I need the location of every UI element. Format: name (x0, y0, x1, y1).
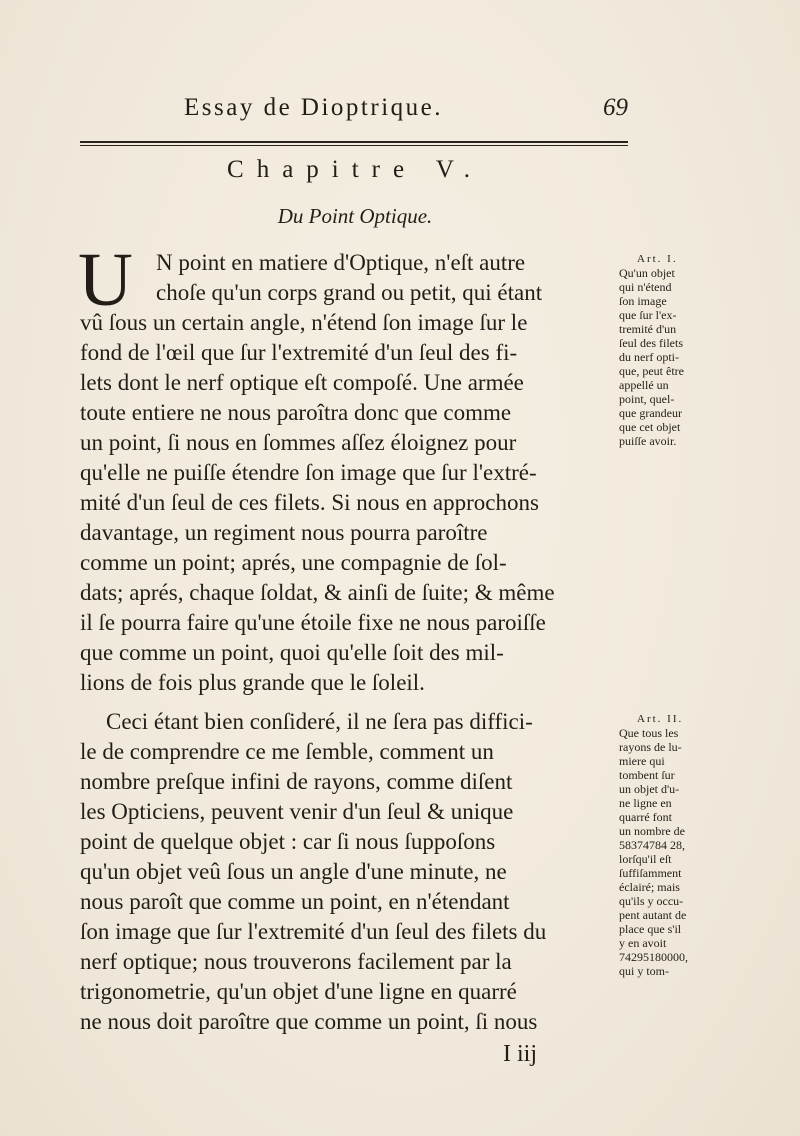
margin-note-line: 58374784 28, (619, 838, 685, 852)
margin-note-line: y en avoit (619, 936, 667, 950)
margin-note-line: rayons de lu- (619, 740, 682, 754)
margin-note-line: lorſqu'il eſt (619, 852, 672, 866)
body-line: qu'un objet veû ſous un angle d'une minute, ne (80, 859, 507, 884)
margin-note-line: appellé un (619, 378, 669, 392)
body-line: point de quelque objet : car ſi nous ſuppoſons (80, 829, 496, 854)
margin-note-line: 74295180000, (619, 950, 688, 964)
body-line: nombre preſque infini de rayons, comme diſent (80, 769, 513, 794)
margin-note-heading: Art. II. (637, 713, 684, 725)
margin-note-line: ſeul des filets (619, 336, 683, 350)
body-line: ſon image que ſur l'extremité d'un ſeul des filets du (80, 919, 547, 944)
body-line: N point en matiere d'Optique, n'eſt autre (156, 250, 526, 275)
margin-note-line: Que tous les (619, 726, 679, 740)
margin-note-heading: Art. I. (637, 253, 678, 265)
margin-note-line: miere qui (619, 754, 665, 768)
running-title: Essay de Dioptrique. (184, 94, 443, 121)
margin-note-line: du nerf opti- (619, 350, 679, 364)
margin-note-line: tombent ſur (619, 768, 675, 782)
body-line: lets dont le nerf optique eſt compoſé. Une armée (80, 370, 524, 395)
body-line: dats; aprés, chaque ſoldat, & ainſi de ſuite; & même (80, 580, 555, 605)
body-line: Ceci étant bien conſideré, il ne ſera pas diffici- (106, 709, 533, 734)
chapter-title: Chapitre V. (227, 156, 483, 183)
margin-note-line: éclairé; mais (619, 880, 680, 894)
body-line: nerf optique; nous trouverons facilement par la (80, 949, 512, 974)
margin-note-line: puiſſe avoir. (619, 434, 677, 448)
body-line: ne nous doit paroître que comme un point, ſi nous (80, 1009, 538, 1034)
chapter-subtitle: Du Point Optique. (277, 204, 433, 228)
body-line: un point, ſi nous en ſommes aſſez éloignez pour (80, 430, 517, 455)
header-rule (80, 141, 628, 146)
margin-note-line: qu'ils y occu- (619, 894, 684, 908)
margin-note-line: que, peut être (619, 364, 684, 378)
body-line: il ſe pourra faire qu'une étoile fixe ne nous paroiſſe (80, 610, 546, 635)
body-line: choſe qu'un corps grand ou petit, qui étant (156, 280, 543, 305)
body-line: trigonometrie, qu'un objet d'une ligne en quarré (80, 979, 517, 1004)
margin-note-line: point, quel- (619, 392, 675, 406)
margin-note-line: que cet objet (619, 420, 681, 434)
body-line: toute entiere ne nous paroîtra donc que comme (80, 400, 512, 425)
body-line: qu'elle ne puiſſe étendre ſon image que ſur l'extré- (80, 460, 537, 485)
margin-note-line: qui n'étend (619, 280, 672, 294)
margin-note-line: que grandeur (619, 406, 682, 420)
body-line: vû ſous un certain angle, n'étend ſon image ſur le (80, 310, 528, 335)
margin-note-line: ne ligne en (619, 796, 672, 810)
body-line: fond de l'œil que ſur l'extremité d'un ſeul des fi- (80, 340, 518, 365)
page-number: 69 (603, 94, 628, 121)
margin-note-line: place que s'il (619, 922, 682, 936)
body-line: nous paroît que comme un point, en n'étendant (80, 889, 510, 914)
margin-note-art-2 (619, 712, 727, 978)
body-line: que comme un point, quoi qu'elle ſoit des mil- (80, 640, 504, 665)
margin-note-art-1 (619, 252, 727, 448)
margin-note-line: Qu'un objet (619, 266, 675, 280)
body-line: davantage, un regiment nous pourra paroître (80, 520, 488, 545)
body-line: lions de fois plus grande que le ſoleil. (80, 670, 425, 695)
body-line: le de comprendre ce me ſemble, comment un (80, 739, 494, 764)
margin-note-line: un objet d'u- (619, 782, 680, 796)
drop-cap: U (78, 238, 133, 322)
margin-note-line: quarré font (619, 810, 672, 824)
margin-note-line: un nombre de (619, 824, 685, 838)
body-line: les Opticiens, peuvent venir d'un ſeul & unique (80, 799, 514, 824)
margin-note-line: tremité d'un (619, 322, 677, 336)
body-line: mité d'un ſeul de ces filets. Si nous en approchons (80, 490, 539, 515)
signature-mark: I iij (503, 1041, 537, 1067)
running-head (80, 92, 630, 126)
margin-note-line: ſuffiſamment (619, 866, 682, 880)
margin-note-line: pent autant de (619, 908, 687, 922)
margin-note-line: que ſur l'ex- (619, 308, 677, 322)
body-line: comme un point; aprés, une compagnie de ſol- (80, 550, 507, 575)
margin-note-line: ſon image (619, 294, 667, 308)
margin-note-line: qui y tom- (619, 964, 669, 978)
